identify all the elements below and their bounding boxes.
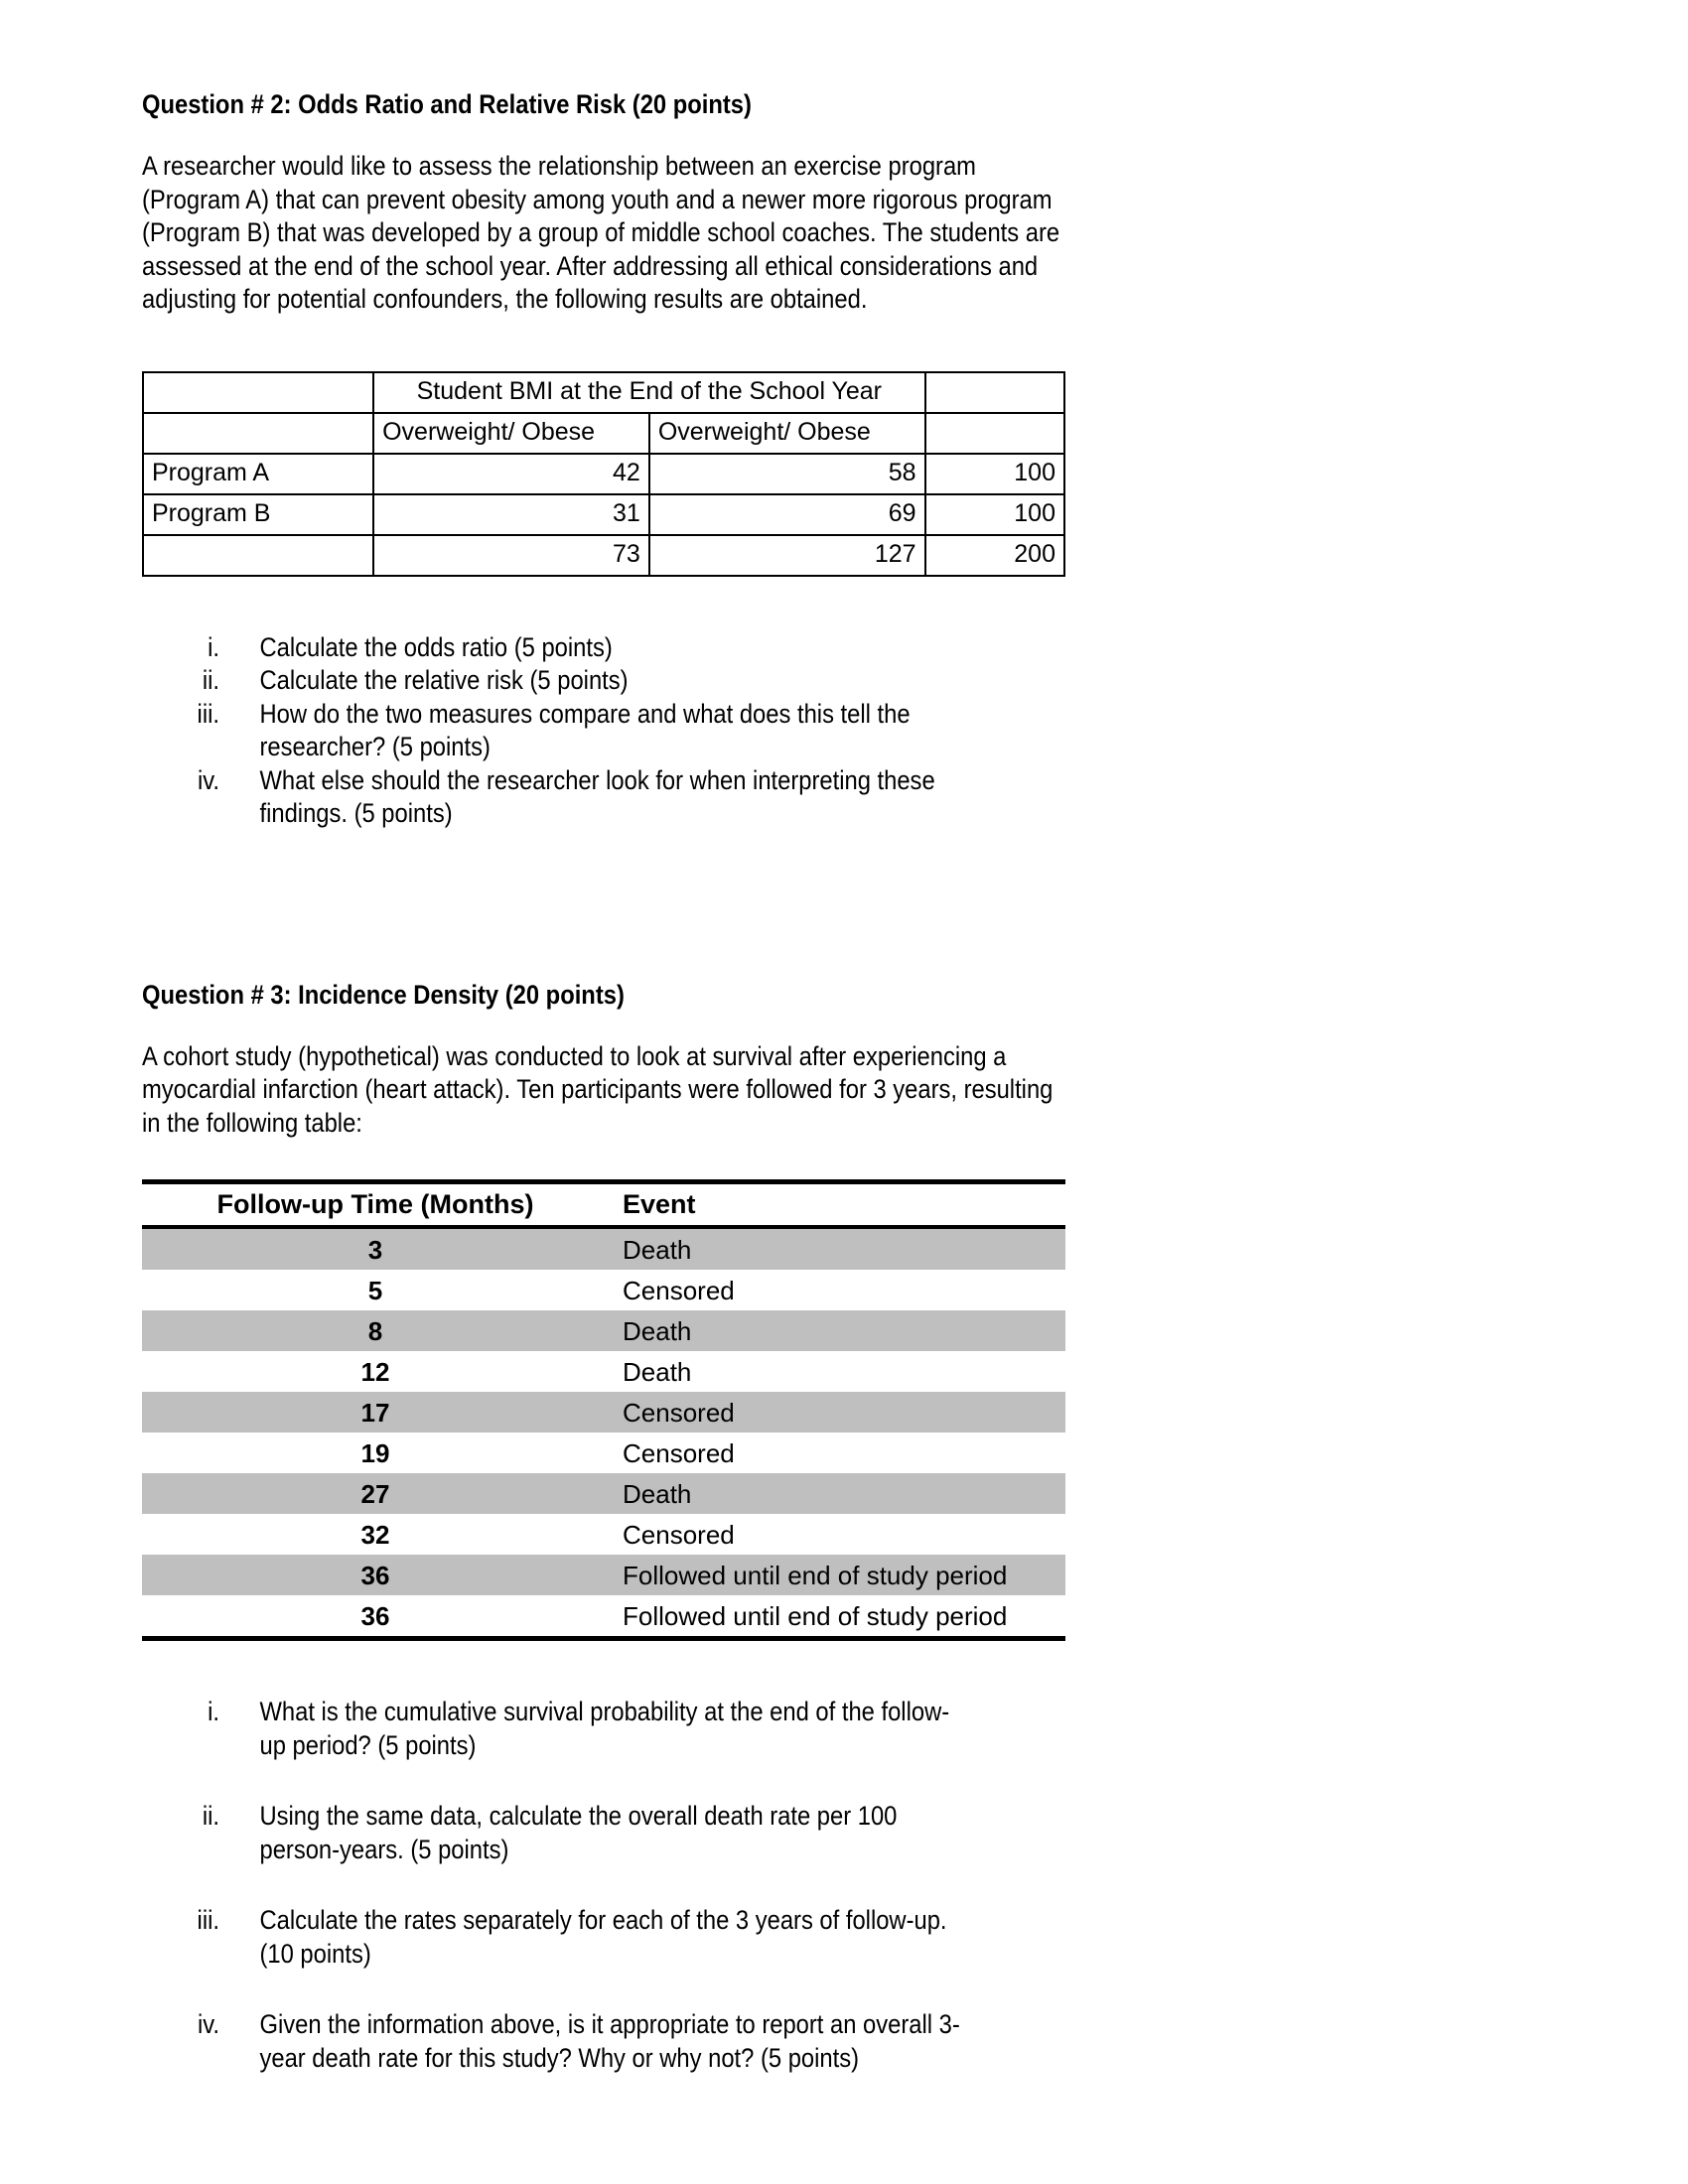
followup-event-cell: Death	[609, 1473, 1065, 1514]
question-3-paragraph: A cohort study (hypothetical) was conducted to look at survival after experiencing a myocardial infarction (heart attack). Ten participants were followed for 3 years, resulting in the following table:	[142, 1040, 1054, 1138]
list-item	[142, 2008, 1065, 2075]
list-item	[142, 1800, 1065, 1866]
bmi-cell-value: 127	[649, 535, 925, 576]
followup-event-cell: Censored	[623, 1275, 735, 1305]
list-item-text: Given the information above, is it appropriate to report an overall 3-year death rate for this study? Why or why not? (5 points)	[259, 2009, 960, 2073]
bmi-col-header-1: Overweight/ Obese	[373, 413, 649, 454]
bmi-results-table	[142, 371, 1065, 577]
bmi-row-label: Program B	[143, 494, 373, 535]
list-item-text: How do the two measures compare and what does this tell the researcher? (5 points)	[259, 698, 911, 761]
list-item-numeral: iv.	[198, 2009, 219, 2039]
bmi-cell-total: 100	[925, 494, 1064, 535]
followup-time-cell: 3	[142, 1227, 609, 1270]
bmi-row-label	[143, 535, 373, 576]
followup-time-cell: 12	[360, 1356, 390, 1387]
followup-time-cell: 5	[367, 1275, 383, 1305]
list-item	[142, 764, 1065, 831]
table-row	[142, 1310, 1065, 1351]
followup-time-cell: 27	[142, 1473, 609, 1514]
question-2-item-list	[142, 631, 1065, 831]
table-header-row	[142, 1182, 1065, 1228]
followup-event-cell: Censored	[623, 1437, 735, 1468]
followup-event-cell: Censored	[623, 1519, 735, 1550]
list-item-text: What else should the researcher look for when interpreting these findings. (5 points)	[259, 764, 935, 828]
table-row	[143, 494, 1064, 535]
question-2-paragraph: A researcher would like to assess the relationship between an exercise program (Program A) that can prevent obesity among youth and a newer more rigorous program (Program B) that was developed by a group of middle school coaches. The students are assessed at the end of the school year. After addressing all ethical considerations and adjusting for potential confounders, the following results are obtained.	[142, 151, 1060, 314]
followup-event-cell: Death	[623, 1356, 692, 1387]
bmi-cell-value: 58	[649, 454, 925, 494]
list-item-text: Calculate the rates separately for each of the 3 years of follow-up. (10 points)	[259, 1905, 947, 1969]
table-row-header	[143, 413, 1064, 454]
list-item	[142, 1696, 1065, 1762]
bmi-row-label: Program A	[143, 454, 373, 494]
list-item	[142, 1904, 1065, 1971]
table-row	[142, 1227, 1065, 1270]
table-row	[142, 1351, 1065, 1392]
list-item-numeral: iii.	[197, 1905, 219, 1935]
list-item	[142, 631, 1065, 665]
list-item-text: Calculate the odds ratio (5 points)	[259, 631, 613, 662]
bmi-cell-value: 31	[373, 494, 649, 535]
followup-event-cell: Death	[609, 1310, 1065, 1351]
followup-header-event: Event	[609, 1182, 1065, 1228]
table-row	[142, 1392, 1065, 1433]
bmi-cell-value: 42	[373, 454, 649, 494]
followup-event-cell: Followed until end of study period	[609, 1555, 1065, 1595]
followup-time-cell: 19	[360, 1437, 390, 1468]
list-item-numeral: iii.	[197, 698, 219, 729]
list-item-text: Using the same data, calculate the overall death rate per 100 person-years. (5 points)	[259, 1801, 898, 1864]
followup-time-cell: 17	[142, 1392, 609, 1433]
table-row-spanner	[143, 372, 1064, 413]
followup-time-table	[142, 1179, 1065, 1641]
list-item-numeral: iv.	[198, 764, 219, 795]
bmi-spanner-header: Student BMI at the End of the School Year	[373, 372, 924, 413]
list-item-numeral: ii.	[202, 1801, 219, 1831]
table-row	[142, 1555, 1065, 1595]
followup-event-cell: Followed until end of study period	[609, 1595, 1065, 1639]
table-row	[142, 1514, 1065, 1555]
question-3-item-list	[142, 1696, 1065, 2075]
bmi-header-corner	[143, 413, 373, 454]
list-item-text: Calculate the relative risk (5 points)	[259, 665, 629, 695]
list-item-numeral: i.	[208, 1697, 219, 1726]
table-row	[142, 1433, 1065, 1473]
bmi-header-total-blank	[925, 413, 1064, 454]
list-item-numeral: ii.	[202, 665, 219, 695]
followup-time-cell: 36	[142, 1555, 609, 1595]
table-row	[143, 454, 1064, 494]
followup-time-cell: 36	[142, 1595, 609, 1639]
table-row	[142, 1270, 1065, 1310]
bmi-cell-total: 200	[925, 535, 1064, 576]
followup-header-time: Follow-up Time (Months)	[142, 1182, 609, 1228]
question-2-heading: Question # 2: Odds Ratio and Relative Risk (20 points)	[142, 89, 752, 119]
list-item	[142, 698, 1065, 764]
bmi-spanner-blank	[925, 372, 1064, 413]
followup-event-cell: Death	[609, 1227, 1065, 1270]
bmi-corner-cell	[143, 372, 373, 413]
bmi-cell-value: 69	[649, 494, 925, 535]
list-item-numeral: i.	[208, 631, 219, 662]
bmi-col-header-2: Overweight/ Obese	[649, 413, 925, 454]
bmi-cell-value: 73	[373, 535, 649, 576]
question-3-heading: Question # 3: Incidence Density (20 points)	[142, 979, 625, 1010]
followup-time-cell: 32	[360, 1519, 390, 1550]
list-item-text: What is the cumulative survival probability at the end of the follow-up period? (5 points)	[259, 1697, 950, 1760]
followup-time-cell: 8	[142, 1310, 609, 1351]
list-item	[142, 664, 1065, 698]
table-row-totals	[143, 535, 1064, 576]
bmi-cell-total: 100	[925, 454, 1064, 494]
table-row	[142, 1473, 1065, 1514]
document-content	[142, 0, 1065, 2113]
followup-event-cell: Censored	[609, 1392, 1065, 1433]
table-row	[142, 1595, 1065, 1639]
